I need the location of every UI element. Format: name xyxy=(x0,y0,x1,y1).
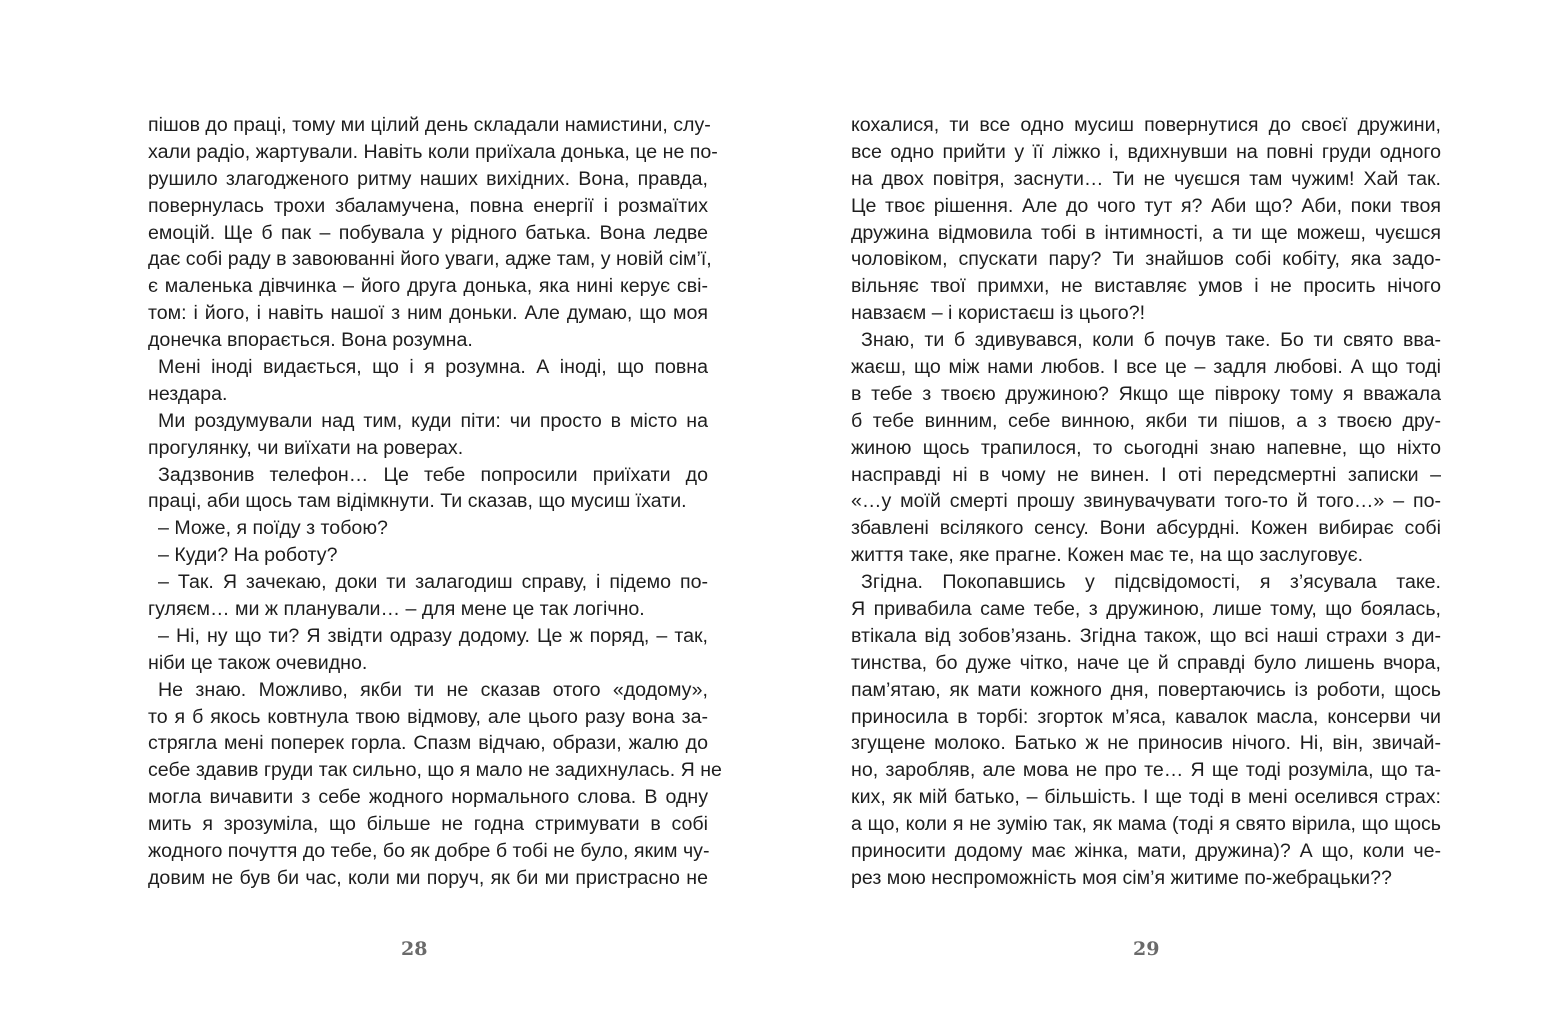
text-line: том: і його, і навіть нашої з ним доньки. Але думаю, що моя xyxy=(148,302,708,325)
text-line: стрягла мені поперек горла. Спазм відчаю, образи, жалю до xyxy=(148,732,708,755)
text-line: жиною щось трапилося, то сьогодні знаю напевне, що ніхто xyxy=(851,436,1441,459)
right-page xyxy=(851,112,1441,892)
text-line: дружина відмовила тобі в інтимності, а ти ще можеш, чуєшся xyxy=(851,221,1441,244)
text-line: донечка впорається. Вона розумна. xyxy=(148,329,473,352)
page-number-right: 29 xyxy=(1133,938,1160,960)
text-line: Не знаю. Можливо, якби ти не сказав отого «додому», xyxy=(158,678,708,701)
text-line: повернулась трохи збаламучена, повна енергії і розмаїтих xyxy=(148,194,708,217)
text-line: пішов до праці, тому ми цілий день складали намистини, слу- xyxy=(148,114,711,136)
page-number-left: 28 xyxy=(401,938,428,960)
text-line: а що, коли я не зумію так, як мама (тоді я свято вірила, що щось xyxy=(851,813,1441,836)
text-line: Я привабила саме тебе, з дружиною, лише тому, що боялась, xyxy=(851,598,1441,621)
text-line: рушило злагодженого ритму наших вихідних. Вона, правда, xyxy=(148,167,708,190)
text-line: насправді ні в чому не винен. І оті передсмертні записки – xyxy=(851,463,1441,486)
text-line: ких, як мій батько, – більшість. І ще тоді в мені оселився страх: xyxy=(851,786,1441,809)
text-line: все одно прийти у її ліжко і, вдихнувши на повні груди одного xyxy=(851,140,1441,163)
text-line: ніби це також очевидно. xyxy=(148,651,368,674)
text-line: гуляєм… ми ж планували… – для мене це так логічно. xyxy=(148,598,645,621)
text-line: жаєш, що між нами любов. І все це – задля любові. А що тоді xyxy=(851,356,1441,379)
text-line: приносила в торбі: згорток м’яса, кавалок масла, консерви чи xyxy=(851,705,1441,728)
text-line: довим не був би час, коли ми поруч, як би ми пристрасно не xyxy=(148,866,708,889)
text-line: хали радіо, жартували. Навіть коли приїхала донька, це не по- xyxy=(148,140,718,163)
text-line: кохалися, ти все одно мусиш повернутися до своєї дружини, xyxy=(851,114,1441,136)
text-line: «…у моїй смерті прошу звинувачувати того-то й того…» – по- xyxy=(851,490,1441,513)
text-line: навзаєм – і користаєш із цього?! xyxy=(851,302,1146,325)
text-line: в тебе з твоєю дружиною? Якщо ще півроку тому я вважала xyxy=(851,382,1441,405)
text-line: могла вичавити з себе жодного нормального слова. В одну xyxy=(148,786,708,809)
left-page xyxy=(148,112,722,892)
text-line: приносити додому має жінка, мати, дружина)? А що, коли че- xyxy=(851,840,1441,863)
text-line: на двох повітря, заснути… Ти не чуєшся там чужим! Хай так. xyxy=(851,167,1441,190)
text-line: мить я зрозуміла, що більше не годна стримувати в собі xyxy=(148,813,708,836)
text-line: себе здавив груди так сильно, що я мало не задихнулась. Я не xyxy=(148,759,722,782)
text-line: життя таке, яке прагне. Кожен має те, на що заслуговує. xyxy=(851,544,1364,567)
text-line: но, заробляв, але мова не про те… Я ще тоді розуміла, що та- xyxy=(851,759,1441,782)
text-line: – Ні, ну що ти? Я звідти одразу додому. Це ж поряд, – так, xyxy=(158,624,708,647)
text-line: є маленька дівчинка – його друга донька, яка нині керує сві- xyxy=(148,275,708,298)
text-line: то я б якось ковтнула твою відмову, але цього разу вона за- xyxy=(148,705,708,728)
text-line: збавлені всілякого сенсу. Вони абсурдні. Кожен вибирає собі xyxy=(851,517,1441,540)
text-line: рез мою неспроможність моя сім’я житиме по-жебрацьки?? xyxy=(851,866,1392,889)
text-line: Згідна. Покопавшись у підсвідомості, я з’ясувала таке. xyxy=(861,571,1441,594)
text-line: прогулянку, чи виїхати на роверах. xyxy=(148,436,464,459)
text-line: Знаю, ти б здивувався, коли б почув таке. Бо ти свято вва- xyxy=(861,329,1441,352)
text-line: вільняє твої примхи, не виставляє умов і не просить нічого xyxy=(851,275,1441,298)
text-line: дає собі раду в завоюванні його уваги, адже там, у новій сім’ї, xyxy=(148,248,712,271)
text-line: праці, аби щось там відімкнути. Ти сказав, що мусиш їхати. xyxy=(148,490,687,513)
text-line: – Так. Я зачекаю, доки ти залагодиш справу, і підемо по- xyxy=(158,571,708,594)
text-line: Це твоє рішення. Але до чого тут я? Аби що? Аби, поки твоя xyxy=(851,194,1441,217)
text-line: тинства, бо дуже чітко, наче це й справді було лишень вчора, xyxy=(851,651,1441,674)
text-line: жодного почуття до тебе, бо як добре б тобі не було, яким чу- xyxy=(148,840,710,863)
text-line: нездара. xyxy=(148,382,228,405)
text-line: пам’ятаю, як мати кожного дня, повертаючись із роботи, щось xyxy=(851,678,1441,701)
text-line: Мені іноді видається, що і я розумна. А іноді, що повна xyxy=(158,356,708,379)
text-line: чоловіком, спускати пару? Ти знайшов собі кобіту, яка задо- xyxy=(851,248,1441,271)
text-line: Задзвонив телефон… Це тебе попросили приїхати до xyxy=(158,463,708,486)
text-line: б тебе винним, себе винною, якби ти пішов, а з твоєю дру- xyxy=(851,409,1441,432)
text-line: втікала від зобов’язань. Згідна також, що всі наші страхи з ди- xyxy=(851,624,1441,647)
text-line: згущене молоко. Батько ж не приносив нічого. Ні, він, звичай- xyxy=(851,732,1441,755)
text-line: Ми роздумували над тим, куди піти: чи просто в місто на xyxy=(158,409,708,432)
text-line: – Може, я поїду з тобою? xyxy=(158,517,388,540)
text-line: емоцій. Ще б пак – побувала у рідного батька. Вона ледве xyxy=(148,221,708,244)
text-line: – Куди? На роботу? xyxy=(158,544,338,567)
